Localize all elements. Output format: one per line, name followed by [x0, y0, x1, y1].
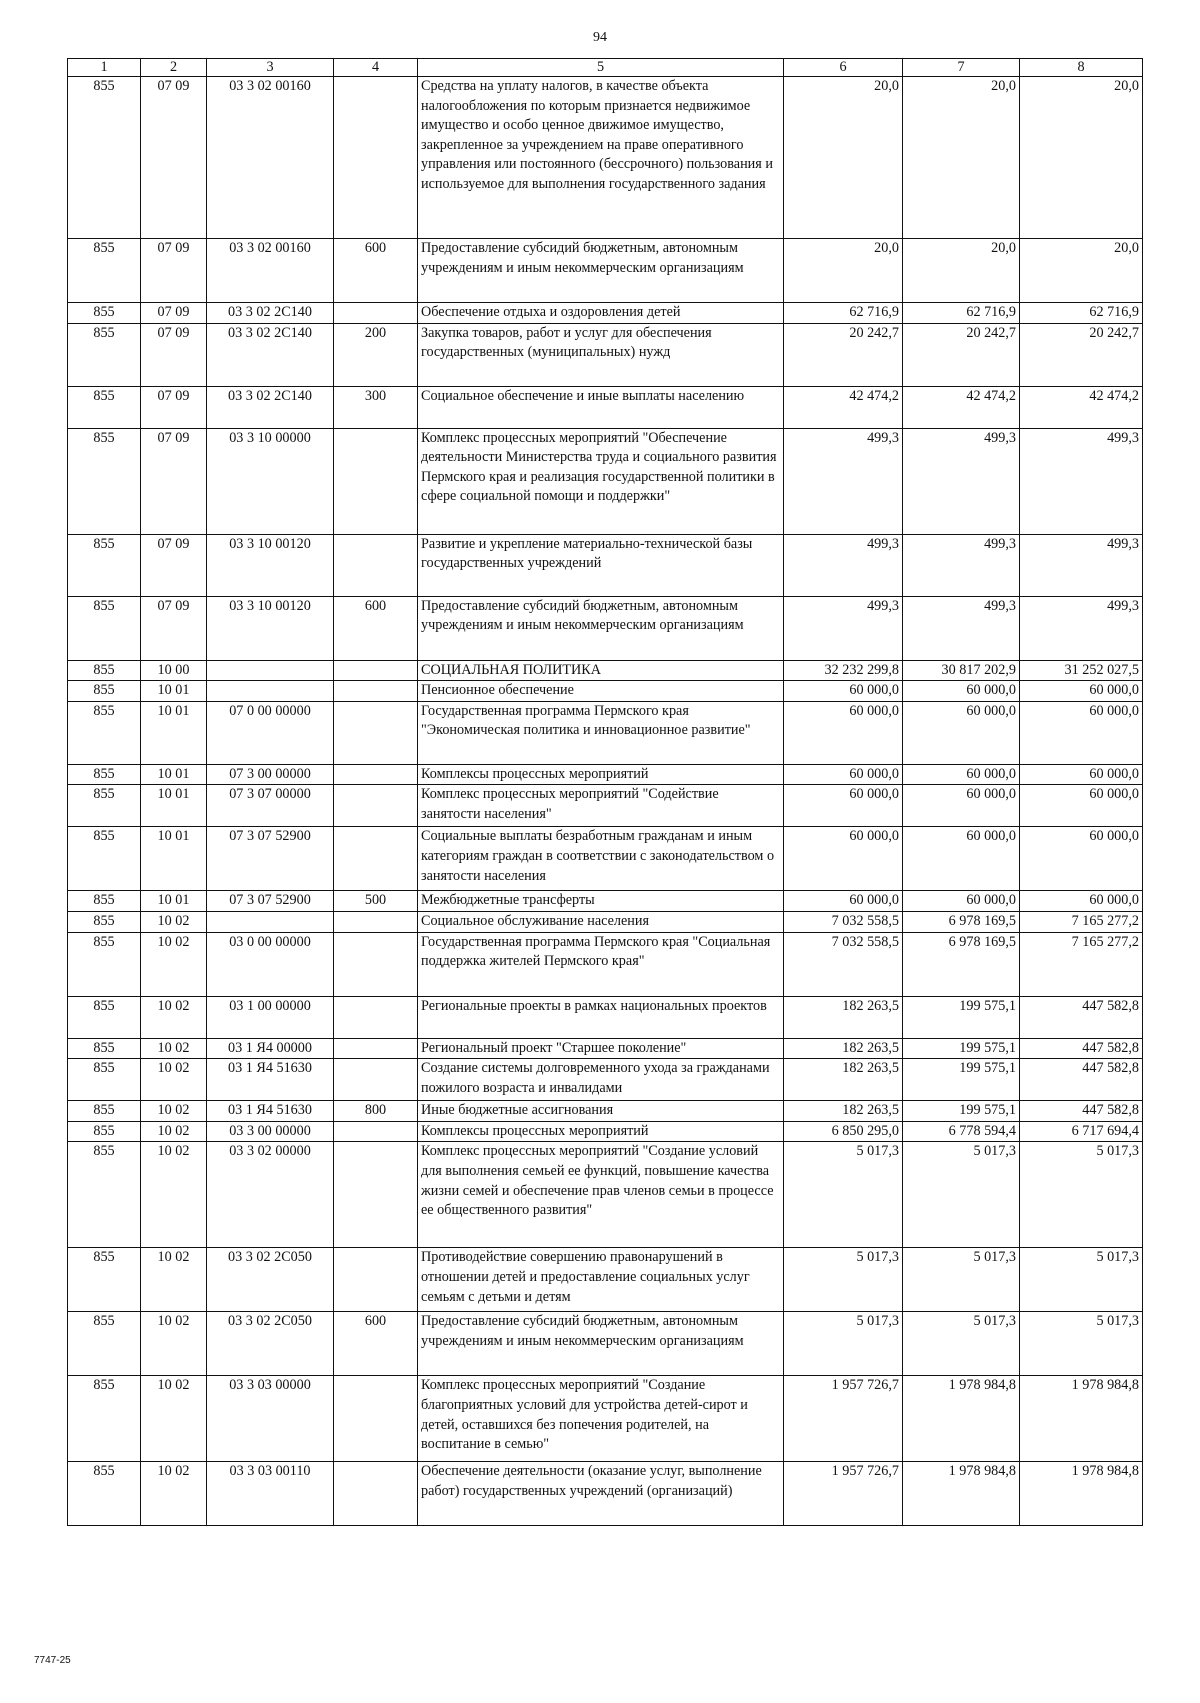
name-cell: Комплекс процессных мероприятий "Создание условий для выполнения семьей ее функций, повышение качества жизни семей и обеспечение прав членов семьи в процессе ее общественного развития": [418, 1142, 784, 1248]
target-article-cell: 03 3 02 00160: [207, 239, 334, 303]
section-code-cell: 10 01: [141, 681, 207, 702]
amount-year2-cell: 6 978 169,5: [903, 911, 1020, 932]
amount-year1-cell: 5 017,3: [784, 1312, 903, 1376]
table-row: [68, 681, 1143, 702]
ministry-code-cell: 855: [68, 911, 141, 932]
ministry-code-cell: 855: [68, 681, 141, 702]
target-article-cell: 07 3 07 00000: [207, 785, 334, 827]
name-cell: Иные бюджетные ассигнования: [418, 1101, 784, 1122]
name-cell: Пенсионное обеспечение: [418, 681, 784, 702]
section-code-cell: 10 02: [141, 1142, 207, 1248]
name-cell: Региональные проекты в рамках национальных проектов: [418, 996, 784, 1038]
amount-year1-cell: 5 017,3: [784, 1248, 903, 1312]
header-cell: 5: [418, 59, 784, 77]
ministry-code-cell: 855: [68, 1038, 141, 1059]
amount-year2-cell: 20,0: [903, 239, 1020, 303]
amount-year2-cell: 5 017,3: [903, 1312, 1020, 1376]
amount-year1-cell: 60 000,0: [784, 827, 903, 891]
target-article-cell: 03 1 Я4 00000: [207, 1038, 334, 1059]
amount-year3-cell: 7 165 277,2: [1020, 911, 1143, 932]
page-number: 94: [593, 30, 607, 45]
table-row: [68, 1248, 1143, 1312]
ministry-code-cell: 855: [68, 1142, 141, 1248]
ministry-code-cell: 855: [68, 323, 141, 386]
header-cell: 3: [207, 59, 334, 77]
header-cell: 7: [903, 59, 1020, 77]
header-cell: 8: [1020, 59, 1143, 77]
amount-year3-cell: 6 717 694,4: [1020, 1121, 1143, 1142]
amount-year2-cell: 499,3: [903, 534, 1020, 596]
amount-year3-cell: 60 000,0: [1020, 827, 1143, 891]
amount-year3-cell: 60 000,0: [1020, 701, 1143, 764]
amount-year3-cell: 60 000,0: [1020, 891, 1143, 912]
ministry-code-cell: 855: [68, 1101, 141, 1122]
amount-year1-cell: 20,0: [784, 239, 903, 303]
amount-year1-cell: 60 000,0: [784, 701, 903, 764]
ministry-code-cell: 855: [68, 428, 141, 534]
table-row: [68, 701, 1143, 764]
expense-type-cell: [334, 1376, 418, 1462]
section-code-cell: 10 01: [141, 764, 207, 785]
amount-year3-cell: 499,3: [1020, 596, 1143, 660]
amount-year2-cell: 5 017,3: [903, 1248, 1020, 1312]
amount-year3-cell: 499,3: [1020, 428, 1143, 534]
target-article-cell: 03 3 02 2С140: [207, 323, 334, 386]
section-code-cell: 10 01: [141, 785, 207, 827]
name-cell: Закупка товаров, работ и услуг для обеспечения государственных (муниципальных) нужд: [418, 323, 784, 386]
ministry-code-cell: 855: [68, 891, 141, 912]
expense-type-cell: [334, 77, 418, 239]
ministry-code-cell: 855: [68, 303, 141, 324]
target-article-cell: 03 3 02 00000: [207, 1142, 334, 1248]
amount-year2-cell: 60 000,0: [903, 764, 1020, 785]
section-code-cell: 10 02: [141, 1312, 207, 1376]
amount-year3-cell: 20 242,7: [1020, 323, 1143, 386]
amount-year3-cell: 60 000,0: [1020, 764, 1143, 785]
section-code-cell: 10 02: [141, 1376, 207, 1462]
ministry-code-cell: 855: [68, 77, 141, 239]
table-row: [68, 660, 1143, 681]
section-code-cell: 10 02: [141, 1059, 207, 1101]
table-row: [68, 534, 1143, 596]
section-code-cell: 10 01: [141, 827, 207, 891]
target-article-cell: [207, 681, 334, 702]
target-article-cell: 03 3 02 2С050: [207, 1248, 334, 1312]
table-row: [68, 596, 1143, 660]
table-row: [68, 428, 1143, 534]
name-cell: Обеспечение отдыха и оздоровления детей: [418, 303, 784, 324]
amount-year1-cell: 20,0: [784, 77, 903, 239]
target-article-cell: 03 3 03 00110: [207, 1462, 334, 1526]
section-code-cell: 10 02: [141, 1101, 207, 1122]
target-article-cell: 03 3 10 00120: [207, 596, 334, 660]
target-article-cell: 03 1 Я4 51630: [207, 1101, 334, 1122]
target-article-cell: 07 3 07 52900: [207, 891, 334, 912]
amount-year3-cell: 447 582,8: [1020, 996, 1143, 1038]
target-article-cell: 03 3 02 00160: [207, 77, 334, 239]
ministry-code-cell: 855: [68, 239, 141, 303]
amount-year2-cell: 60 000,0: [903, 681, 1020, 702]
name-cell: Обеспечение деятельности (оказание услуг, выполнение работ) государственных учреждений (организаций): [418, 1462, 784, 1526]
amount-year1-cell: 499,3: [784, 428, 903, 534]
name-cell: СОЦИАЛЬНАЯ ПОЛИТИКА: [418, 660, 784, 681]
amount-year2-cell: 60 000,0: [903, 827, 1020, 891]
name-cell: Предоставление субсидий бюджетным, автономным учреждениям и иным некоммерческим организациям: [418, 239, 784, 303]
expense-type-cell: [334, 785, 418, 827]
amount-year3-cell: 447 582,8: [1020, 1059, 1143, 1101]
amount-year1-cell: 60 000,0: [784, 764, 903, 785]
target-article-cell: 07 0 00 00000: [207, 701, 334, 764]
expense-type-cell: [334, 660, 418, 681]
table-row: [68, 827, 1143, 891]
section-code-cell: 10 02: [141, 1038, 207, 1059]
amount-year3-cell: 20,0: [1020, 239, 1143, 303]
expense-type-cell: [334, 1059, 418, 1101]
amount-year2-cell: 20,0: [903, 77, 1020, 239]
amount-year1-cell: 182 263,5: [784, 1059, 903, 1101]
amount-year1-cell: 499,3: [784, 534, 903, 596]
name-cell: Социальное обслуживание населения: [418, 911, 784, 932]
name-cell: Противодействие совершению правонарушений в отношении детей и предоставление социальных услуг семьям с детьми и детям: [418, 1248, 784, 1312]
amount-year2-cell: 62 716,9: [903, 303, 1020, 324]
amount-year3-cell: 60 000,0: [1020, 681, 1143, 702]
amount-year2-cell: 199 575,1: [903, 996, 1020, 1038]
section-code-cell: 07 09: [141, 534, 207, 596]
amount-year3-cell: 447 582,8: [1020, 1101, 1143, 1122]
amount-year2-cell: 1 978 984,8: [903, 1462, 1020, 1526]
expense-type-cell: [334, 701, 418, 764]
name-cell: Комплекс процессных мероприятий "Создание благоприятных условий для устройства детей-сирот и детей, оставшихся без попечения родителей, на воспитание в семью": [418, 1376, 784, 1462]
table-row: [68, 785, 1143, 827]
target-article-cell: 03 3 10 00120: [207, 534, 334, 596]
target-article-cell: [207, 911, 334, 932]
ministry-code-cell: 855: [68, 827, 141, 891]
expense-type-cell: 300: [334, 386, 418, 428]
expense-type-cell: [334, 932, 418, 996]
table-row: [68, 1038, 1143, 1059]
amount-year3-cell: 447 582,8: [1020, 1038, 1143, 1059]
table-row: [68, 323, 1143, 386]
expense-type-cell: [334, 764, 418, 785]
section-code-cell: 07 09: [141, 239, 207, 303]
table-row: [68, 764, 1143, 785]
section-code-cell: 10 00: [141, 660, 207, 681]
expense-type-cell: 800: [334, 1101, 418, 1122]
target-article-cell: 03 3 02 2С140: [207, 303, 334, 324]
amount-year1-cell: 5 017,3: [784, 1142, 903, 1248]
amount-year2-cell: 42 474,2: [903, 386, 1020, 428]
amount-year1-cell: 60 000,0: [784, 891, 903, 912]
amount-year3-cell: 62 716,9: [1020, 303, 1143, 324]
expense-type-cell: 600: [334, 596, 418, 660]
budget-table: [67, 58, 1143, 1526]
ministry-code-cell: 855: [68, 701, 141, 764]
amount-year1-cell: 7 032 558,5: [784, 932, 903, 996]
amount-year3-cell: 42 474,2: [1020, 386, 1143, 428]
expense-type-cell: [334, 534, 418, 596]
name-cell: Государственная программа Пермского края "Экономическая политика и инновационное развитие": [418, 701, 784, 764]
section-code-cell: 10 02: [141, 1462, 207, 1526]
table-row: [68, 996, 1143, 1038]
expense-type-cell: [334, 1121, 418, 1142]
table-row: [68, 1312, 1143, 1376]
amount-year1-cell: 60 000,0: [784, 785, 903, 827]
expense-type-cell: [334, 827, 418, 891]
section-code-cell: 10 02: [141, 1248, 207, 1312]
target-article-cell: 03 0 00 00000: [207, 932, 334, 996]
amount-year1-cell: 182 263,5: [784, 996, 903, 1038]
expense-type-cell: [334, 1462, 418, 1526]
amount-year1-cell: 1 957 726,7: [784, 1462, 903, 1526]
name-cell: Комплексы процессных мероприятий: [418, 764, 784, 785]
table-row: [68, 911, 1143, 932]
header-row: [68, 59, 1143, 77]
section-code-cell: 10 01: [141, 891, 207, 912]
ministry-code-cell: 855: [68, 1121, 141, 1142]
expense-type-cell: 500: [334, 891, 418, 912]
target-article-cell: 03 1 Я4 51630: [207, 1059, 334, 1101]
amount-year3-cell: 7 165 277,2: [1020, 932, 1143, 996]
ministry-code-cell: 855: [68, 386, 141, 428]
name-cell: Комплексы процессных мероприятий: [418, 1121, 784, 1142]
amount-year2-cell: 6 778 594,4: [903, 1121, 1020, 1142]
amount-year2-cell: 60 000,0: [903, 701, 1020, 764]
expense-type-cell: [334, 1038, 418, 1059]
name-cell: Развитие и укрепление материально-технической базы государственных учреждений: [418, 534, 784, 596]
target-article-cell: 03 1 00 00000: [207, 996, 334, 1038]
amount-year2-cell: 199 575,1: [903, 1101, 1020, 1122]
header-cell: 2: [141, 59, 207, 77]
amount-year2-cell: 1 978 984,8: [903, 1376, 1020, 1462]
amount-year3-cell: 1 978 984,8: [1020, 1462, 1143, 1526]
table-row: [68, 1462, 1143, 1526]
amount-year1-cell: 182 263,5: [784, 1101, 903, 1122]
amount-year3-cell: 5 017,3: [1020, 1248, 1143, 1312]
table-row: [68, 1101, 1143, 1122]
amount-year1-cell: 6 850 295,0: [784, 1121, 903, 1142]
name-cell: Социальное обеспечение и иные выплаты населению: [418, 386, 784, 428]
amount-year1-cell: 62 716,9: [784, 303, 903, 324]
ministry-code-cell: 855: [68, 1312, 141, 1376]
table-row: [68, 77, 1143, 239]
table-row: [68, 1142, 1143, 1248]
amount-year2-cell: 5 017,3: [903, 1142, 1020, 1248]
expense-type-cell: [334, 428, 418, 534]
section-code-cell: 07 09: [141, 303, 207, 324]
section-code-cell: 10 02: [141, 911, 207, 932]
ministry-code-cell: 855: [68, 534, 141, 596]
amount-year2-cell: 499,3: [903, 596, 1020, 660]
section-code-cell: 07 09: [141, 77, 207, 239]
amount-year1-cell: 1 957 726,7: [784, 1376, 903, 1462]
section-code-cell: 10 01: [141, 701, 207, 764]
name-cell: Комплекс процессных мероприятий "Обеспечение деятельности Министерства труда и социального развития Пермского края и реализация государственной политики в сфере социальной помощи и поддержки": [418, 428, 784, 534]
section-code-cell: 07 09: [141, 428, 207, 534]
ministry-code-cell: 855: [68, 785, 141, 827]
name-cell: Межбюджетные трансферты: [418, 891, 784, 912]
target-article-cell: 07 3 07 52900: [207, 827, 334, 891]
ministry-code-cell: 855: [68, 596, 141, 660]
ministry-code-cell: 855: [68, 660, 141, 681]
amount-year1-cell: 42 474,2: [784, 386, 903, 428]
target-article-cell: 03 3 10 00000: [207, 428, 334, 534]
table-row: [68, 891, 1143, 912]
ministry-code-cell: 855: [68, 932, 141, 996]
table-row: [68, 1121, 1143, 1142]
section-code-cell: 07 09: [141, 596, 207, 660]
target-article-cell: 03 3 03 00000: [207, 1376, 334, 1462]
amount-year3-cell: 20,0: [1020, 77, 1143, 239]
ministry-code-cell: 855: [68, 764, 141, 785]
expense-type-cell: 600: [334, 239, 418, 303]
header-cell: 1: [68, 59, 141, 77]
table-body: [68, 77, 1143, 1526]
amount-year2-cell: 20 242,7: [903, 323, 1020, 386]
amount-year1-cell: 32 232 299,8: [784, 660, 903, 681]
table-row: [68, 239, 1143, 303]
section-code-cell: 10 02: [141, 996, 207, 1038]
ministry-code-cell: 855: [68, 996, 141, 1038]
amount-year2-cell: 6 978 169,5: [903, 932, 1020, 996]
section-code-cell: 07 09: [141, 386, 207, 428]
table-row: [68, 932, 1143, 996]
amount-year3-cell: 5 017,3: [1020, 1142, 1143, 1248]
ministry-code-cell: 855: [68, 1059, 141, 1101]
amount-year1-cell: 60 000,0: [784, 681, 903, 702]
name-cell: Создание системы долговременного ухода за гражданами пожилого возраста и инвалидами: [418, 1059, 784, 1101]
expense-type-cell: 200: [334, 323, 418, 386]
amount-year2-cell: 199 575,1: [903, 1038, 1020, 1059]
header-cell: 6: [784, 59, 903, 77]
document-code: 7747-25: [34, 1655, 71, 1666]
amount-year2-cell: 199 575,1: [903, 1059, 1020, 1101]
name-cell: Средства на уплату налогов, в качестве объекта налогообложения по которым признается недвижимое имущество и особо ценное движимое имущество, закрепленное за учреждением на праве оперативного управления или постоянного (бессрочного) пользования и используемое для выполнения государственного задания: [418, 77, 784, 239]
header-cell: 4: [334, 59, 418, 77]
amount-year1-cell: 7 032 558,5: [784, 911, 903, 932]
amount-year1-cell: 20 242,7: [784, 323, 903, 386]
amount-year2-cell: 30 817 202,9: [903, 660, 1020, 681]
section-code-cell: 10 02: [141, 1121, 207, 1142]
name-cell: Предоставление субсидий бюджетным, автономным учреждениям и иным некоммерческим организациям: [418, 596, 784, 660]
target-article-cell: 07 3 00 00000: [207, 764, 334, 785]
ministry-code-cell: 855: [68, 1462, 141, 1526]
name-cell: Региональный проект "Старшее поколение": [418, 1038, 784, 1059]
expense-type-cell: [334, 1142, 418, 1248]
expense-type-cell: [334, 1248, 418, 1312]
amount-year3-cell: 1 978 984,8: [1020, 1376, 1143, 1462]
ministry-code-cell: 855: [68, 1376, 141, 1462]
amount-year1-cell: 499,3: [784, 596, 903, 660]
target-article-cell: 03 3 00 00000: [207, 1121, 334, 1142]
amount-year3-cell: 5 017,3: [1020, 1312, 1143, 1376]
name-cell: Государственная программа Пермского края "Социальная поддержка жителей Пермского края": [418, 932, 784, 996]
table-row: [68, 1376, 1143, 1462]
expense-type-cell: [334, 681, 418, 702]
amount-year3-cell: 499,3: [1020, 534, 1143, 596]
name-cell: Социальные выплаты безработным гражданам и иным категориям граждан в соответствии с законодательством о занятости населения: [418, 827, 784, 891]
amount-year2-cell: 60 000,0: [903, 891, 1020, 912]
amount-year2-cell: 60 000,0: [903, 785, 1020, 827]
expense-type-cell: [334, 303, 418, 324]
target-article-cell: 03 3 02 2С050: [207, 1312, 334, 1376]
name-cell: Комплекс процессных мероприятий "Содействие занятости населения": [418, 785, 784, 827]
ministry-code-cell: 855: [68, 1248, 141, 1312]
table-row: [68, 303, 1143, 324]
section-code-cell: 10 02: [141, 932, 207, 996]
amount-year3-cell: 31 252 027,5: [1020, 660, 1143, 681]
amount-year2-cell: 499,3: [903, 428, 1020, 534]
target-article-cell: 03 3 02 2С140: [207, 386, 334, 428]
table-row: [68, 1059, 1143, 1101]
name-cell: Предоставление субсидий бюджетным, автономным учреждениям и иным некоммерческим организациям: [418, 1312, 784, 1376]
amount-year3-cell: 60 000,0: [1020, 785, 1143, 827]
target-article-cell: [207, 660, 334, 681]
expense-type-cell: [334, 996, 418, 1038]
expense-type-cell: 600: [334, 1312, 418, 1376]
table-row: [68, 386, 1143, 428]
amount-year1-cell: 182 263,5: [784, 1038, 903, 1059]
section-code-cell: 07 09: [141, 323, 207, 386]
expense-type-cell: [334, 911, 418, 932]
